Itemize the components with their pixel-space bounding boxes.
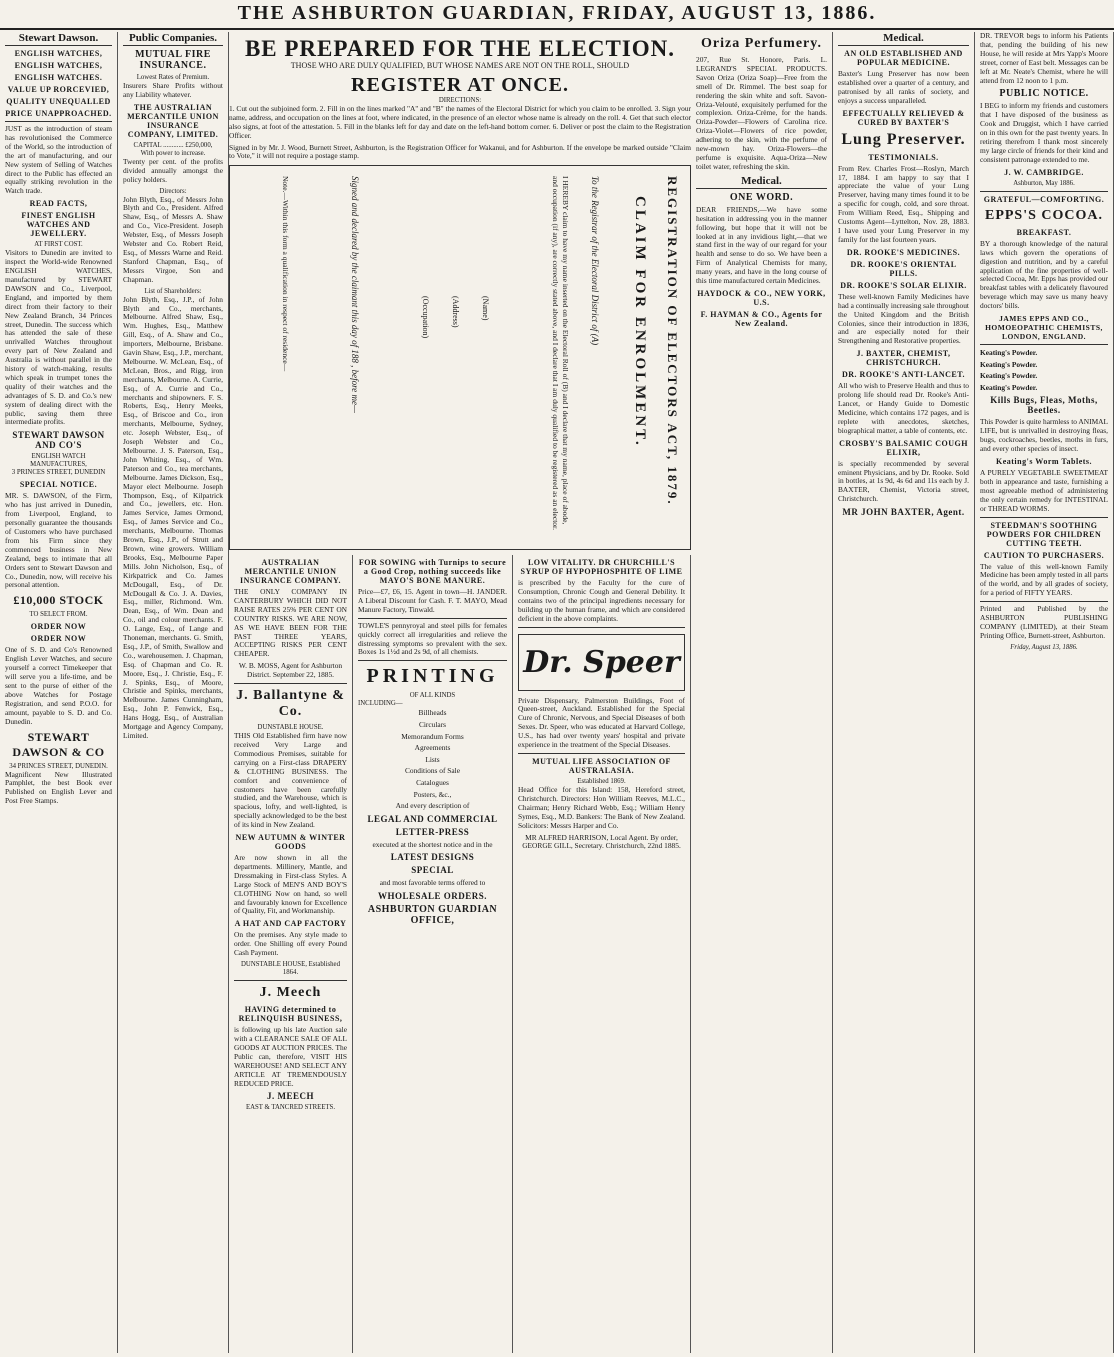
order-title: ORDER NOW xyxy=(30,622,87,632)
printing-sub: OF ALL KINDS xyxy=(409,692,456,700)
election-banner: BE PREPARED FOR THE ELECTION. xyxy=(244,36,676,61)
meech-title: J. Meech xyxy=(259,985,322,1001)
ad-body: DEAR FRIENDS,—We have some hesitation in addressing you in the manner following, but hope that it will not be looked at in any invidious light,—that we stand first in the way of our regard for your health and sense to do so. We have been a Firm of Analytical Chemists for many, many years, and have in the long course of this time manufactured certain Medicines. xyxy=(696,204,827,286)
section-header: Stewart Dawson. xyxy=(5,32,112,46)
column-notices xyxy=(975,32,1114,1353)
column-baxter xyxy=(833,32,975,1353)
ad-title: ONE WORD. xyxy=(729,191,794,203)
divider xyxy=(980,601,1108,602)
printing-favour: and most favorable terms offered to xyxy=(379,878,486,888)
ad-title: ENGLISH WATCHES, xyxy=(14,61,103,70)
section-header: Medical. xyxy=(838,32,969,46)
print-item: Conditions of Sale xyxy=(404,766,461,776)
rooke-heading: DR. ROOKE'S ANTI-LANCET. xyxy=(842,370,965,380)
ad-body: DR. TREVOR begs to inform his Patients that, pending the building of his new House, he will reside at Mrs Yapp's Moore street, corner of East belt. Messages can be left at Mr. Neate's Chemist, where he will attend from 12 noon to 1 p.m. xyxy=(980,32,1108,85)
ad-subtitle: NEW AUTUMN & WINTER GOODS xyxy=(235,833,346,852)
ad-signature: J. W. CAMBRIDGE. xyxy=(1004,167,1084,177)
ad-title: ENGLISH WATCHES, xyxy=(14,49,103,58)
footer-note: Magnificent New Illustrated Pamphlet, the best Book ever Published on English Lever and Post Free Stamps. xyxy=(5,769,112,806)
keating-line: Keating's Powder. xyxy=(980,382,1038,392)
ad-body: JUST as the introduction of steam has revolutionised the Commerce of the World, so the introduction of the art of manufacturing, and our New system of Selling of Watches direct to the Public has effected an equally striking revolution in the Watch trade. xyxy=(5,124,112,196)
ad-body: Are now shown in all the departments. Millinery, Mantle, and Dressmaking in First-class Styles. A Large Stock of MEN'S AND BOY'S CLOTHING Now on hand, so well and favourably known for Excellence of Quality, Fit, and Workmanship. xyxy=(234,853,347,916)
ad-body: A PURELY VEGETABLE SWEETMEAT both in appearance and taste, furnishing a most agreeable method of administering the only certain remedy for INTESTINAL or THREAD WORMS. xyxy=(980,468,1108,513)
ad-subtitle: CAUTION TO PURCHASERS. xyxy=(983,550,1105,560)
column-insurance-drapery xyxy=(229,555,353,1353)
ad-subtitle: VALUE UP RORCEVIED, xyxy=(7,85,110,94)
printing-office: ASHBURTON GUARDIAN OFFICE, xyxy=(367,903,498,926)
printing-including: INCLUDING— xyxy=(358,700,403,708)
notice-title: SPECIAL NOTICE. xyxy=(19,480,98,490)
column-stewart-dawson xyxy=(0,32,118,1353)
column-medical-ads xyxy=(513,555,691,1353)
stock-sub: TO SELECT FROM. xyxy=(29,611,88,619)
ad-subtitle: Established 1869. xyxy=(577,777,626,785)
divider xyxy=(980,344,1108,345)
print-item: Memorandum Forms xyxy=(401,731,464,741)
ad-subtitle: EFFECTUALLY RELIEVED & CURED BY BAXTER'S xyxy=(842,108,965,127)
ad-title: MUTUAL FIRE INSURANCE. xyxy=(135,49,211,71)
ad-body: On the premises. Any style made to order. One Shilling off every Pound Cash Payment. xyxy=(234,930,347,958)
ad-body: is specially recommended by several eminent Physicians, and by Dr. Rooke. Sold in bottles, at 1s 9d, 4s 6d and 11s each by J. BAXTER, Chemist, Victoria street, Christchurch. xyxy=(838,458,969,504)
print-item: Lists xyxy=(425,754,440,764)
print-item: Agreements xyxy=(414,743,451,753)
epps-title: EPPS'S COCOA. xyxy=(984,207,1103,223)
ad-body: BY a thorough knowledge of the natural laws which govern the operations of digestion and nutrition, and by a careful application of the fine properties of well-selected Cocoa, Mr. Epps has provided our breakfast tables with a delicately flavoured beverage which may save us many heavy doctors' bills. xyxy=(980,238,1108,311)
printing-exec: executed at the shortest notice and in the xyxy=(372,839,493,849)
printing-title: PRINTING xyxy=(366,665,499,688)
ad-body: Private Dispensary, Palmerston Buildings, Foot of Queen-street, Auckland. Established for the Special Cure of Chronic, Nervous, and Special Diseases of both Sexes. Dr. Speer, who was educated at Harvard College, U.S., has had over twenty years' hospital and private experience in the treatment of the Special Diseases. xyxy=(518,695,685,750)
ad-body: TOWLE'S pennyroyal and steel pills for females quickly correct all irregularities and relieve the distressing symptoms so prevalent with the sex. Boxes 1s 1½d and 2s 9d, of all chemists. xyxy=(358,620,507,657)
ad-body: MR. S. DAWSON, of the Firm, who has just arrived in Dunedin, from Liverpool, England, to personally guarantee the thousands of Customers who have purchased from his Firm since they commenced business in New Zealand, begs to intimate that all Orders sent to Stewart Dawson and Co., Dunedin, now, will receive his personal attention. xyxy=(5,491,112,590)
ad-subtitle: BREAKFAST. xyxy=(1016,227,1072,237)
ad-subtitle: Lowest Rates of Premium. xyxy=(136,74,210,81)
printing-wholesale: WHOLESALE ORDERS. xyxy=(377,890,488,901)
intro: THOSE WHO ARE DULY QUALIFIED, BUT WHOSE NAMES ARE NOT ON THE ROLL, SHOULD xyxy=(290,61,630,70)
printing-special: SPECIAL xyxy=(411,865,454,876)
ad-body: This Powder is quite harmless to ANIMAL LIFE, but is unrivalled in destroying fleas, bugs, cockroaches, beetles, moths in furs, and every other species of insect. xyxy=(980,417,1108,454)
capital: CAPITAL ............ £250,000, xyxy=(133,141,213,149)
divider xyxy=(980,517,1108,518)
ad-title: FOR SOWING with Turnips to secure a Good Crop, nothing succeeds like MAYO'S BONE MANURE. xyxy=(358,558,507,585)
ad-title: MUTUAL LIFE ASSOCIATION OF AUSTRALASIA. xyxy=(532,756,671,775)
firm-address: 3 PRINCES STREET, DUNEDIN xyxy=(11,469,106,477)
printing-latest: LATEST DESIGNS xyxy=(390,852,475,863)
directors-heading: Directors: xyxy=(159,187,187,195)
rooke-heading: DR. ROOKE'S ORIENTAL PILLS. xyxy=(850,259,957,278)
keating-line: Keating's Powder. xyxy=(980,348,1038,358)
ad-body: The value of this well-known Family Medicine has been amply tested in all parts of the world, and by all grades of society, for a period of FIFTY YEARS. xyxy=(980,561,1108,598)
ad-subtitle: FINEST ENGLISH WATCHES AND JEWELLERY. xyxy=(21,211,96,239)
column-printing xyxy=(353,555,513,1353)
divider xyxy=(5,121,112,122)
ad-title: CROSBY'S BALSAMIC COUGH ELIXIR, xyxy=(839,438,968,457)
ad-signature: W. B. MOSS, Agent for Ashburton District. September 22, 1885. xyxy=(238,661,343,680)
ad-date: Ashburton, May 1886. xyxy=(1013,179,1075,187)
keating-line: Keating's Powder. xyxy=(980,371,1038,381)
stock-title: £10,000 STOCK xyxy=(13,593,104,608)
testimonials-heading: TESTIMONIALS. xyxy=(868,152,939,162)
ad-subtitle: READ FACTS, xyxy=(29,199,88,209)
lung-title: Lung Preserver. xyxy=(841,130,966,148)
form-label-occupation: (Occupation) xyxy=(421,296,430,339)
firm-sub: ENGLISH WATCH MANUFACTURES, xyxy=(30,453,87,469)
printing-legal: LEGAL AND COMMERCIAL xyxy=(367,813,498,824)
ad-body: Visitors to Dunedin are invited to inspect the World-wide Renowned ENGLISH WATCHES, manufactured by STEWART DAWSON and Co., Liverpool, England, and imported by them direct from their factory to their New Zealand Branch, 34 Princes street, Dunedin. The success which has attended the sale of these unrivalled Watches throughout every part of New Zealand and Australia is without parallel in the history of watch-making, results which speak in trumpet tones the quality of their watches and the advantages of S. D. and Co.'s new system of dealing direct with the public, saving them three intermediate profits. xyxy=(5,248,112,427)
section-header: Medical. xyxy=(696,175,827,189)
ad-body: All who wish to Preserve Health and thus to prolong life should read Dr. Rooke's Anti-Lancet, or Handy Guide to Domestic Medicine, which contains 172 pages, and is replete with anecdotes, sketches, biographical matter, a table of contents, etc. xyxy=(838,381,969,435)
company-name: THE AUSTRALIAN MERCANTILE UNION INSURANCE COMPANY, LIMITED. xyxy=(127,102,219,139)
election-instructions xyxy=(229,62,691,164)
directions-heading: DIRECTIONS: xyxy=(438,96,482,104)
ad-body: I BEG to inform my friends and customers that I have disposed of the business as Cook and Druggist, which I have carried on in this own for the past twenty years. In retiring therefrom I thank most sincerely my large circle of friends for their kind and consistent patronage extended to me. xyxy=(980,101,1108,164)
ad-footer: DUNSTABLE HOUSE, Established 1864. xyxy=(241,961,340,977)
ad-subtitle: Kills Bugs, Fleas, Moths, Beetles. xyxy=(990,395,1098,416)
directions-note: Signed in by Mr. J. Wood, Burnett Street, Ashburton, is the Registration Officer for Wakanui, and for Ashburton. If the envelope be marked outside "Claim to Vote," it will not require a postage stamp. xyxy=(229,142,691,161)
form-footnote: Note.—Within this form a qualification in respect of residence— xyxy=(281,176,290,372)
column-perfumery xyxy=(691,32,833,1353)
firm-name: STEWART DAWSON AND CO'S xyxy=(12,430,105,451)
ad-title: STEEDMAN'S SOOTHING POWDERS FOR CHILDREN CUTTING TEETH. xyxy=(986,520,1102,548)
imprint-date: Friday, August 13, 1886. xyxy=(1010,643,1078,651)
ad-body: Baxter's Lung Preserver has now been established over a quarter of a century, and patronised by all ranks of society, and enjoys a success unparalleled. xyxy=(838,69,969,105)
form-addressee: To the Registrar of the Electoral District of (A) xyxy=(590,176,600,346)
ad-body: One of S. D. and Co's Renowned English Lever Watches, and secure yourself a correct Timekeeper that will serve you a life-time, and be sent to the purse of either of the above Watches for Postage Registration, and send P.O.O. for amount, payable to S. D. and Co. Dunedin. xyxy=(5,645,112,726)
claim-form[interactable] xyxy=(229,165,691,550)
divider xyxy=(234,683,347,684)
ad-body: Insurers Share Profits without any Liability whatever. xyxy=(123,81,223,99)
order-title: ORDER NOW xyxy=(30,634,87,644)
print-item: Circulars xyxy=(418,719,447,729)
shareholders-list: John Blyth, Esq., J.P., of John Blyth and Co., merchants, Melbourne. Alfred Shaw, Esq., Wm. Hughes, Esq., Matthew Gill, Esq., of A. Shaw and Co., importers, Melbourne, Brisbane. Gavin Shaw, Esq., J.P., merchant, Melbourne. W. McLean, Esq., of McLean, Bros., and Rigg, iron merchants, Melbourne. A. Currie, Esq., of A. Currie and Co., merchants and shipowners. F. S. Roberts, Esq., Henry Meeks, Esq., of Briscoe and Co., iron merchants, Melbourne, Sydney, etc. Joseph Webster, Esq., of Joseph Webster and Co., Melbourne. J. S. Paterson, Esq., John Whiting, Esq., of Wm. Paterson and Co., tea merchants, Melbourne. James Dickson, Esq., Mayor elect Melbourne. Joseph Thompson, Esq., of Kilpatrick and Co., jewellers, etc. Hon. James Service, James Ormond, Esq., of James Service and Co., merchants, Melbourne. Thomas Brown, Esq., J.P., of Strutt and Brown, wine growers. William Brooks, Esq., Melbourne Paper Mills. John Nicholson, Esq., of Kirkpatrick and Co. James McDougall, Esq., of Dr. McDougall & Co. J. A. Davies, Esq., miller, Richmond. Wm. Dean, Esq., of Wm. Dean and Co., oil and colour merchants. F. O. Lange, Esq., of Lange and Thoneman, merchants. G. Smith, Esq., J.P., of Smith, Swallow and Co., warehousemen. J. Chapman, Esq. of Chapman and Co. R. Moore, Esq., J. Christie, Esq., F. J. Spinks, Esq., of Moore, Christie and Spinks, merchants, Melbourne. James Cunningham, Esq., John P. Fenwick, Esq., Hans Hogg, Esq., of Australian Mortgage and Agency Company, Limited. xyxy=(123,294,223,740)
ballantyne-title: J. Ballantyne & Co. xyxy=(236,688,345,720)
form-body: I HEREBY claim to have my name inserted on the Electoral Roll of (B) and I declare that my name, place of abode, and occupation (if any), are correctly stated above, and I declare that I am duly qualified to be registered as an elector. xyxy=(551,176,570,531)
divider xyxy=(518,627,685,628)
ad-signature: MR ALFRED HARRISON, Local Agent. By order, GEORGE GILL, Secretary. Christchurch, 22nd 1885. xyxy=(522,832,681,851)
ad-title: Keating's Worm Tablets. xyxy=(995,457,1093,467)
ad-body: Head Office for this Island: 158, Hereford street, Christchurch. Directors: Hon William Reeves, M.L.C., Chairman; Henry Richard Webb, Esq.; William Henry Symes, Esq., M.D. Bankers: The Bank of New Zealand. Solicitors: Messrs Harper and Co. xyxy=(518,784,685,830)
speer-logo: Dr. Speer xyxy=(518,634,685,691)
ad-subtitle: PRICE UNAPPROACHED. xyxy=(5,109,112,118)
directions-steps: 1. Cut out the subjoined form. 2. Fill in on the lines marked "A" and "B" the names of the Electoral District for which you claim to be enrolled. 3. Sign your name, address, and occupation on the lines at foot, where indicated, in the presence of an elector whose name is already on the roll. 4. Get that such elector also signs, at foot of the attestation. 5. Fill in the blanks left for day and date on the left-hand bottom corner. 6. Deliver or post the claim to the Registration Officer. xyxy=(229,103,691,140)
ad-body: THE ONLY COMPANY IN CANTERBURY WHICH DID NOT RAISE RATES 25% PER CENT ON COUNTRY RISKS. WE ARE NOW, AS WE HAVE BEEN FOR THE PAST THREE YEARS, ACCEPTING RISKS PER CENT CHEAPER. xyxy=(234,587,347,659)
ad-title: AN OLD ESTABLISHED AND POPULAR MEDICINE. xyxy=(844,49,963,67)
ad-footer: J. BAXTER, CHEMIST, CHRISTCHURCH. xyxy=(856,349,951,368)
masthead: THE ASHBURTON GUARDIAN, FRIDAY, AUGUST 13, 1886. xyxy=(0,0,1114,30)
print-item: Billheads xyxy=(418,708,447,718)
ad-footer: MR JOHN BAXTER, Agent. xyxy=(842,507,965,518)
ad-signature: JAMES EPPS AND CO., HOMOEOPATHIC CHEMISTS, LONDON, ENGLAND. xyxy=(985,314,1103,342)
capital-note: With power to increase. xyxy=(140,149,206,157)
divider xyxy=(980,191,1108,192)
register-heading: REGISTER AT ONCE. xyxy=(351,73,569,96)
printing-every: And every description of xyxy=(395,801,470,811)
rooke-heading: DR. ROOKE'S SOLAR ELIXIR. xyxy=(840,280,967,290)
printing-letterpress: LETTER-PRESS xyxy=(395,826,470,837)
footer-firm: STEWART DAWSON & CO xyxy=(12,729,105,759)
form-label-name: (Name) xyxy=(481,296,490,321)
ad-subtitle: HAVING determined to RELINQUISH BUSINESS, xyxy=(238,1005,343,1024)
divider xyxy=(358,618,507,619)
print-item: Posters, &c., xyxy=(413,789,452,799)
ad-body: From Rev. Charles Frost—Roslyn, March 17, 1884. I am happy to say that I appreciate the value of your Lung Preserver, having many times found it to be a specific for cough, cold, and sore throat. From William Reed, Esq., Shipping and Customs Agent—Lyttelton, Nov. 28, 1883. I have used your Lung Preserver in my family for the last fourteen years. xyxy=(838,163,969,244)
footer-address: 34 PRINCES STREET, DUNEDIN. xyxy=(9,762,108,770)
directors-list: John Blyth, Esq., of Messrs John Blyth and Co., President. Alfred Shaw, Esq., of Messrs A. Shaw and Co., Vice-President. Joseph Webster, Esq., of Messrs Joseph Webster and Co. Robert Reid, Esq., of Messrs Warne and Reid. Stanford Chapman, Esq., of Messrs Virgoe, Son and Chapman. xyxy=(123,194,223,284)
column-public-companies xyxy=(118,32,229,1353)
divider xyxy=(358,660,507,661)
ad-body: Twenty per cent. of the profits divided annually amongst the policy holders. xyxy=(123,156,223,184)
ad-body: 207, Rue St. Honore, Paris. L. LEGRAND'S SPECIAL PRODUCTS. Savon Oriza (Oriza Soap)—Free from the smell of Dr. Rimmel. The best soap for rendering the skin white and soft. Savon-Oriza-Velouté, exquisitely perfumed for the complexion. Oriza-Crème, for the hands. Oriza-Powder—Flowers of Carolina rice. Oriza-Violet—Flowers of rice powder, adhering to the skin, with the perfume of new-mown hay. Oriza-Flowers—the perfume is exquisite. Aqua-Oriza—New toilet water, refreshing the skin. xyxy=(696,55,827,171)
ad-body: THIS Old Established firm have now received Very Large and Commodious Premises, suitable for carrying on a First-class DRAPERY & CLOTHING BUSINESS. The comfort and convenience of customers have been carefully studied, and the Warehouse, which is spacious, lofty, and well-lighted, is specially acknowledged to be the best of its kind in New Zealand. xyxy=(234,731,347,830)
ad-body: is prescribed by the Faculty for the cure of Consumption, Chronic Cough and General Debility. It contains two of the principal ingredients necessary for building up the human frame, and which are considered deficient in the above complaints. xyxy=(518,578,685,623)
ad-body: is following up his late Auction sale with a CLEARANCE SALE OF ALL GOODS AT AUCTION PRICES. The Public can, therefore, VISIT HIS WAREHOUSE! AND SELECT ANY ARTICLE AT TREMENDOUSLY REDUCED PRICE. xyxy=(234,1025,347,1088)
form-label-address: (Address) xyxy=(451,296,460,328)
section-header: Public Companies. xyxy=(123,32,223,46)
ad-footer: J. MEECH xyxy=(266,1091,314,1102)
ad-footer: F. HAYMAN & CO., Agents for New Zealand. xyxy=(700,309,823,328)
form-title: REGISTRATION OF ELECTORS ACT, 1879. xyxy=(665,176,680,506)
divider xyxy=(234,980,347,981)
ad-title: ENGLISH WATCHES. xyxy=(14,73,103,82)
ad-footer: HAYDOCK & CO., NEW YORK, U.S. xyxy=(697,288,826,307)
imprint: Printed and Published by the ASHBURTON PUBLISHING COMPANY (LIMITED), at their Steam Printing Office, Burnett-street, Ashburton. xyxy=(980,604,1108,640)
ad-title: AUSTRALIAN MERCANTILE UNION INSURANCE COMPANY. xyxy=(239,558,341,585)
ballantyne-sub: DUNSTABLE HOUSE. xyxy=(257,724,324,732)
divider xyxy=(518,753,685,754)
ad-title: LOW VITALITY. DR CHURCHILL'S SYRUP OF HYPOPHOSPHITE OF LIME xyxy=(520,558,683,576)
ad-subtitle: QUALITY UNEQUALLED xyxy=(6,97,111,106)
print-item: Catalogues xyxy=(416,777,449,787)
rooke-heading: DR. ROOKE'S MEDICINES. xyxy=(846,247,961,257)
keating-line: Keating's Powder. xyxy=(980,359,1038,369)
form-subtitle: CLAIM FOR ENROLMENT. xyxy=(632,196,648,448)
ad-body: Price—£7, £6, 15. Agent in town—H. JANDER. A Liberal Discount for Cash. F. T. MAYO, Mead Manure Factory, Tinwald. xyxy=(358,587,507,614)
ad-note: AT FIRST COST. xyxy=(34,241,83,249)
ad-subtitle: A HAT AND CAP FACTORY xyxy=(234,919,347,929)
ad-subtitle: GRATEFUL—COMFORTING. xyxy=(983,194,1105,204)
ad-title: PUBLIC NOTICE. xyxy=(999,88,1089,100)
shareholders-heading: List of Shareholders: xyxy=(144,287,202,295)
ad-body: These well-known Family Medicines have had a continually increasing sale throughout the United Kingdom and the British Colonies, since their introduction in 1836, and are especially noted for their Strengthening and Restorative properties. xyxy=(838,291,969,346)
form-witness: Signed and declared by the claimant this day of 188 , before me— xyxy=(350,176,360,414)
ad-address: EAST & TANCRED STREETS. xyxy=(245,1104,336,1112)
oriza-title: Oriza Perfumery. xyxy=(701,36,822,51)
